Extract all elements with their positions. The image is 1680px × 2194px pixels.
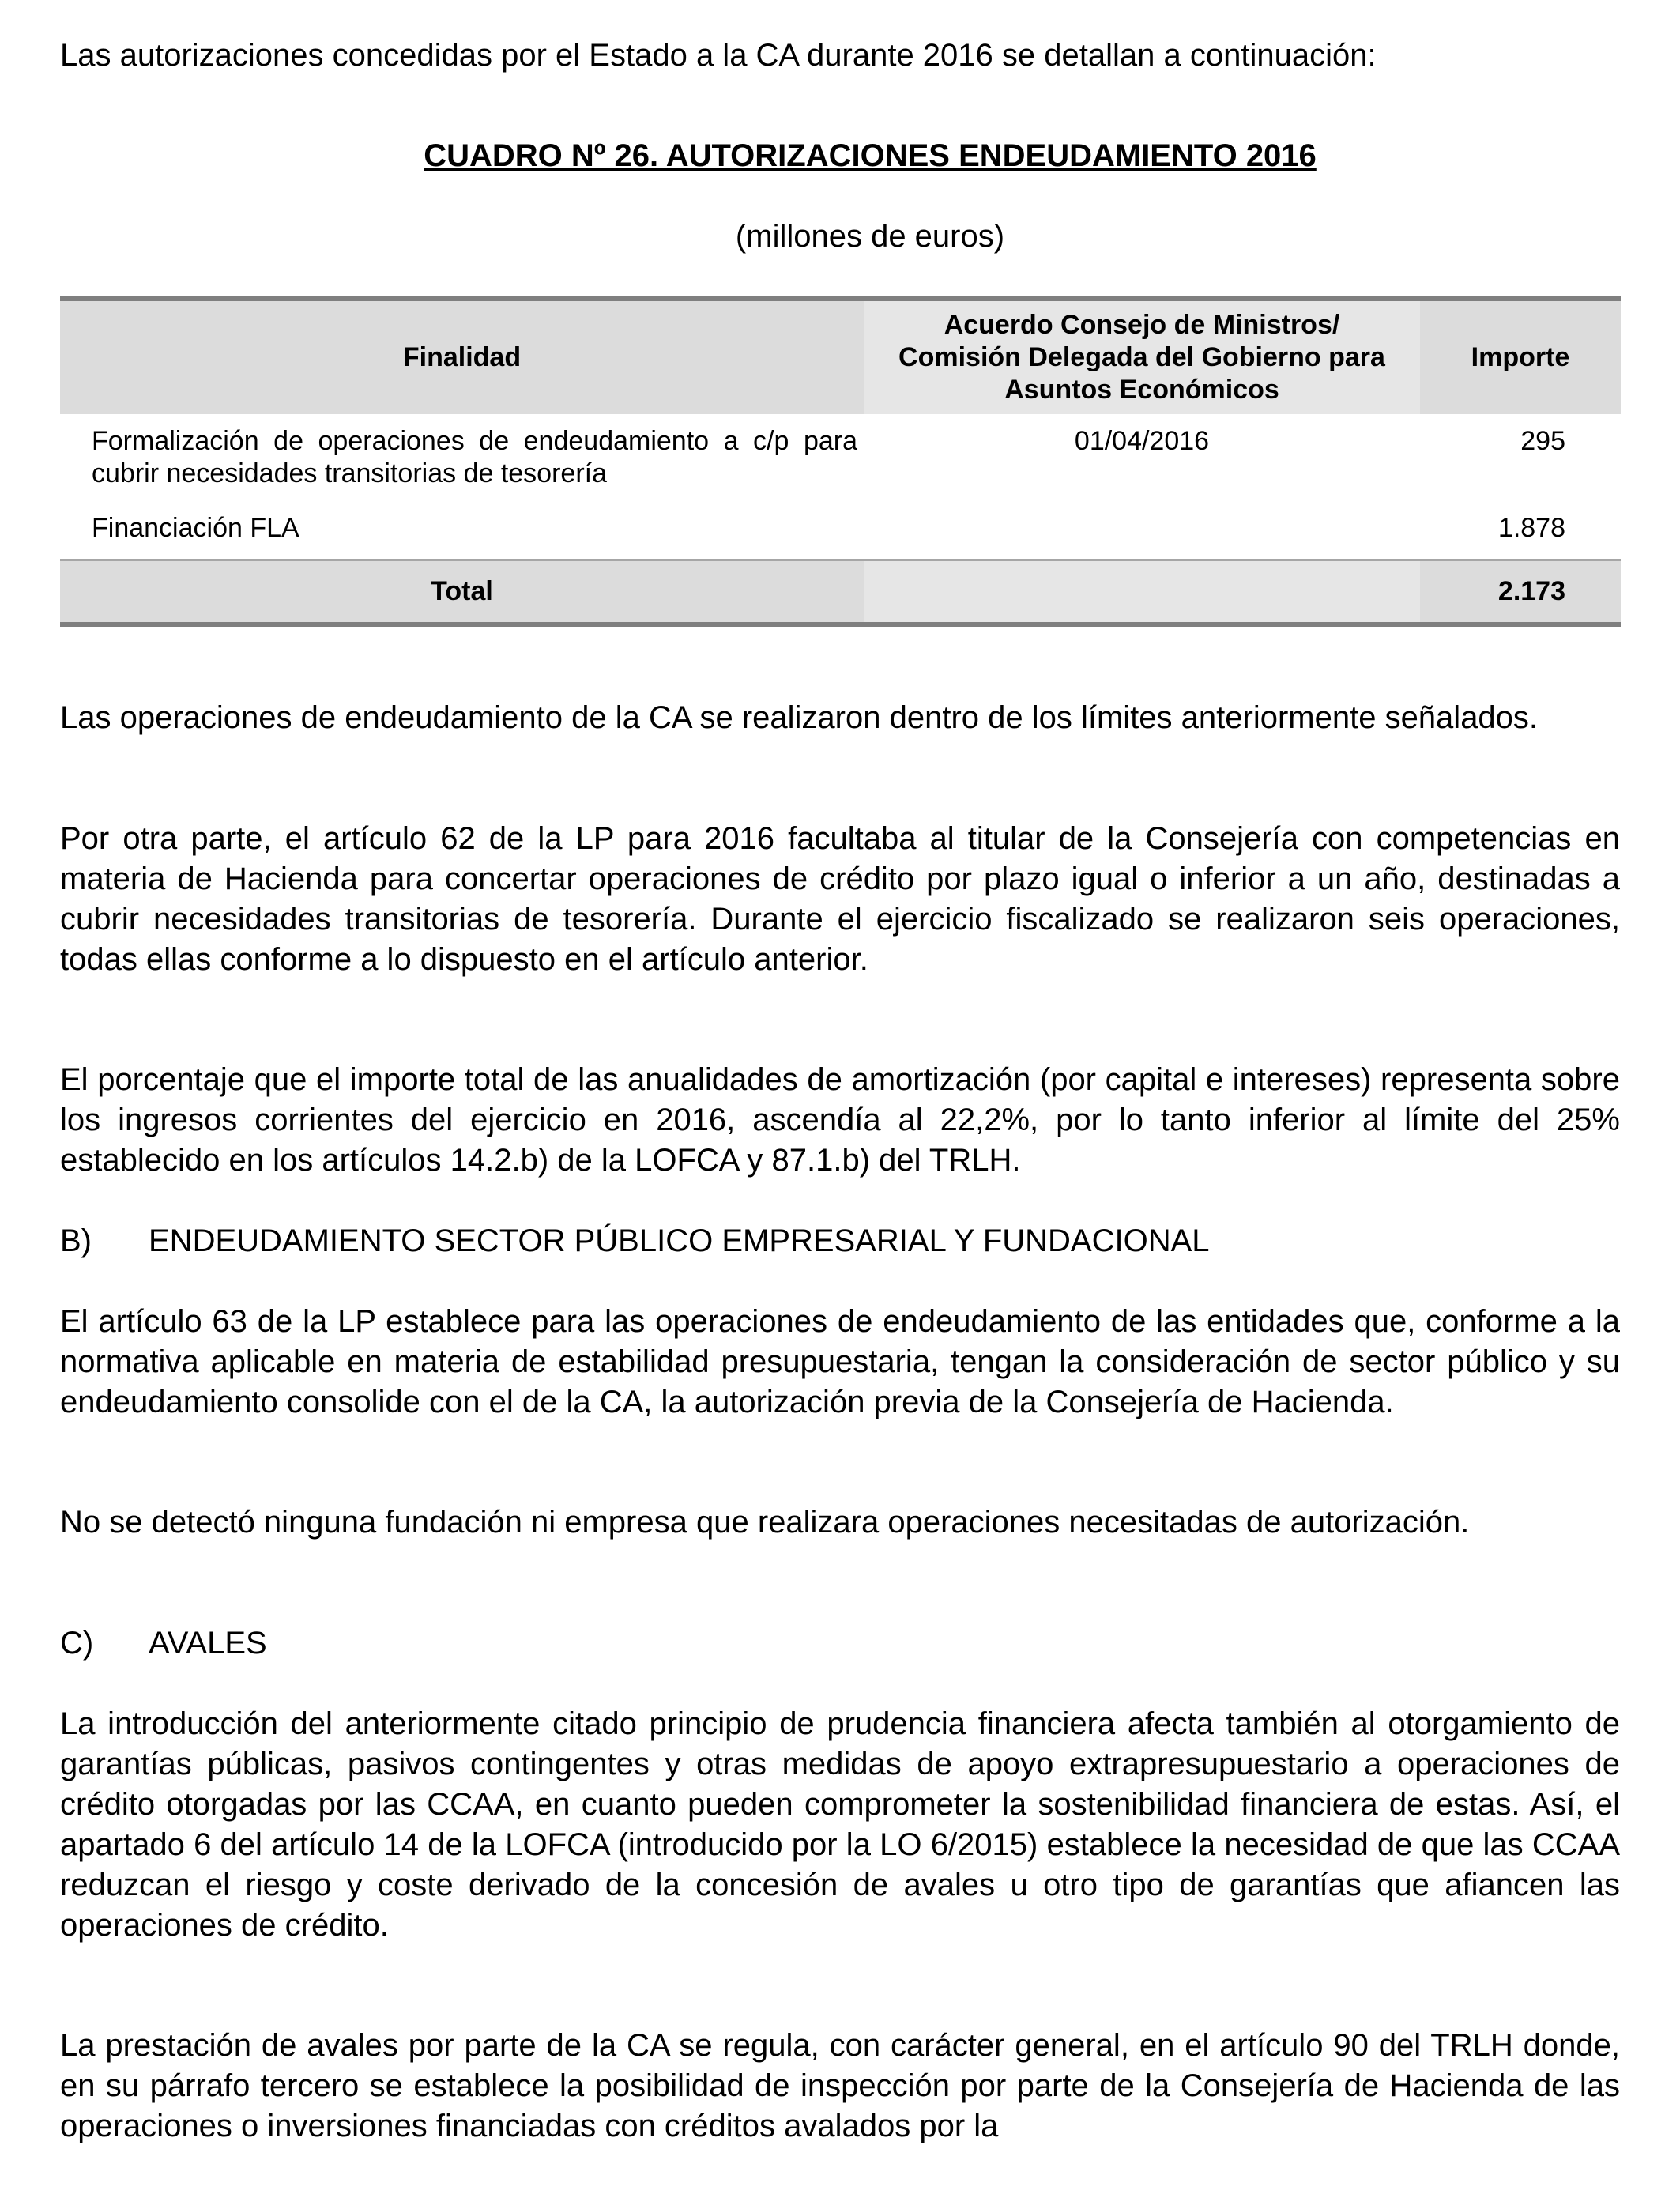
paragraph-article-63: El artículo 63 de la LP establece para las operaciones de endeudamiento de las entidades que, conforme a la normativa aplicable en materia de estabilidad presupuestaria, tengan la consideración de sector público y su endeudamiento consolide con el de la CA, la autorización previa de la Consejería de Hacienda. <box>60 1304 1620 1419</box>
total-importe: 2.173 <box>1497 576 1565 606</box>
header-acuerdo <box>864 299 1420 414</box>
table-row <box>60 414 1621 490</box>
header-acuerdo-line2: Comisión Delegada del Gobierno para <box>898 342 1385 372</box>
paragraph-limits: Las operaciones de endeudamiento de la CA se realizaron dentro de los límites anteriormente señalados. <box>60 700 1539 735</box>
table-total-row <box>60 560 1621 625</box>
section-letter-c: C) <box>60 1626 94 1661</box>
cell-acuerdo: 01/04/2016 <box>1074 426 1210 456</box>
cell-finalidad: Formalización de operaciones de endeudamiento a c/p para cubrir necesidades transitorias de tesorería <box>92 426 857 488</box>
total-empty-cell <box>864 560 1420 625</box>
section-letter-b: B) <box>60 1223 92 1258</box>
header-acuerdo-line3: Asuntos Económicos <box>1004 375 1279 405</box>
cell-finalidad: Financiación FLA <box>92 513 299 543</box>
table-row <box>60 490 1621 560</box>
paragraph-prudence: La introducción del anteriormente citado principio de prudencia financiera afecta también al otorgamiento de garantías públicas, pasivos contingentes y otras medidas de apoyo extrapresupuestario a operaciones de crédito otorgadas por las CCAA, en cuanto pueden comprometer la sostenibilidad financiera de estas. Así, el apartado 6 del artículo 14 de la LOFCA (introducido por la LO 6/2015) establece la necesidad de que las CCAA reduzcan el riesgo y coste derivado de la concesión de avales u otro tipo de garantías que afiancen las operaciones de crédito. <box>60 1706 1620 1943</box>
table-header-row <box>60 299 1621 414</box>
cell-acuerdo <box>864 490 1420 560</box>
authorizations-table <box>60 296 1621 627</box>
total-label: Total <box>431 576 493 606</box>
header-finalidad: Finalidad <box>402 342 522 372</box>
table-title: CUADRO Nº 26. AUTORIZACIONES ENDEUDAMIENTO 2016 <box>424 138 1317 173</box>
paragraph-percentage: El porcentaje que el importe total de las anualidades de amortización (por capital e intereses) representa sobre los ingresos corrientes del ejercicio en 2016, ascendía al 22,2%, por lo tanto inferior al límite del 25% establecido en los artículos 14.2.b) de la LOFCA y 87.1.b) del TRLH. <box>60 1062 1620 1178</box>
section-heading-c <box>60 1623 267 1664</box>
intro-paragraph: Las autorizaciones concedidas por el Estado a la CA durante 2016 se detallan a continuación: <box>60 38 1377 73</box>
section-heading-b <box>60 1221 1210 1261</box>
cell-importe: 295 <box>1520 426 1565 456</box>
cell-importe: 1.878 <box>1497 513 1565 543</box>
paragraph-no-operations: No se detectó ninguna fundación ni empresa que realizara operaciones necesitadas de autorización. <box>60 1505 1470 1540</box>
header-acuerdo-line1: Acuerdo Consejo de Ministros/ <box>944 310 1340 340</box>
section-title-b: ENDEUDAMIENTO SECTOR PÚBLICO EMPRESARIAL Y FUNDACIONAL <box>149 1223 1210 1258</box>
header-importe: Importe <box>1471 342 1570 372</box>
paragraph-article-62: Por otra parte, el artículo 62 de la LP para 2016 facultaba al titular de la Consejería con competencias en materia de Hacienda para concertar operaciones de crédito por plazo igual o inferior a un año, destinadas a cubrir necesidades transitorias de tesorería. Durante el ejercicio fiscalizado se realizaron seis operaciones, todas ellas conforme a lo dispuesto en el artículo anterior. <box>60 821 1620 977</box>
paragraph-avales: La prestación de avales por parte de la CA se regula, con carácter general, en el artículo 90 del TRLH donde, en su párrafo tercero se establece la posibilidad de inspección por parte de la Consejería de Hacienda de las operaciones o inversiones financiadas con créditos avalados por la <box>60 2028 1620 2143</box>
table-subtitle: (millones de euros) <box>735 219 1005 254</box>
section-title-c: AVALES <box>149 1626 267 1661</box>
